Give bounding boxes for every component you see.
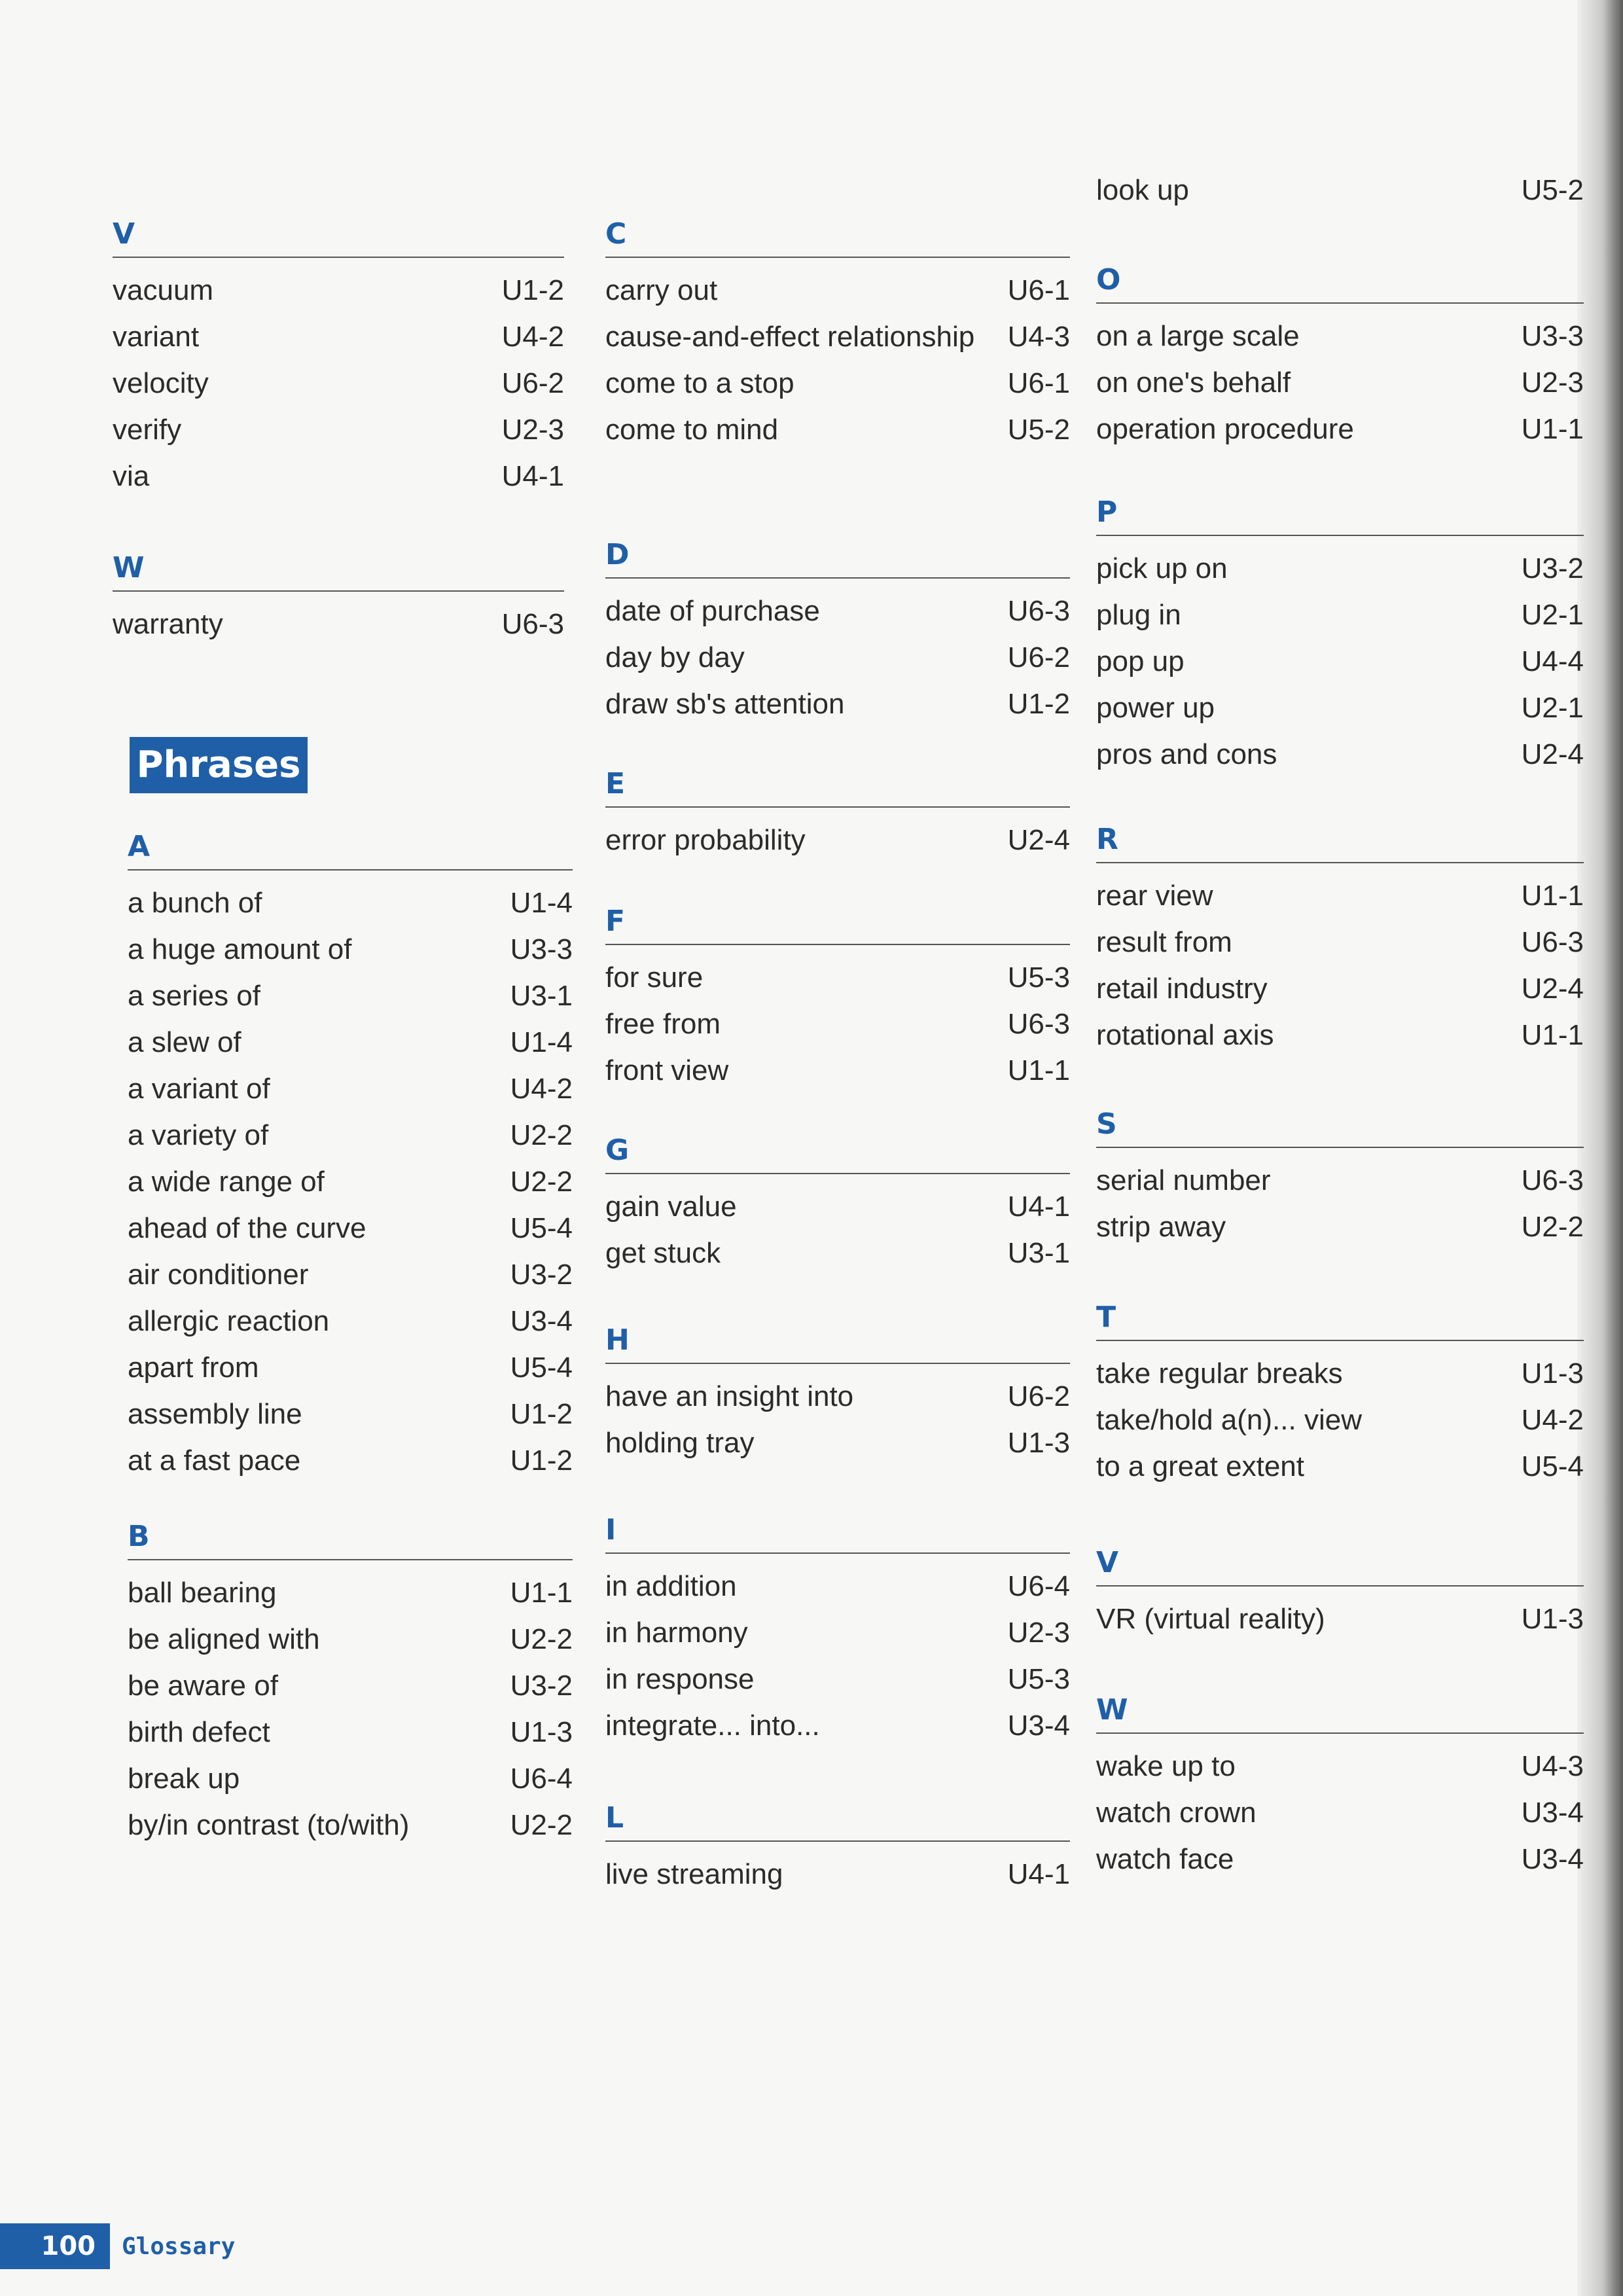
entry-term: for sure bbox=[605, 961, 704, 994]
entry-term: front view bbox=[605, 1054, 729, 1086]
entry-ref: U3-2 bbox=[510, 1670, 573, 1702]
list-item bbox=[605, 1702, 1070, 1749]
entry-term: watch crown bbox=[1096, 1797, 1257, 1829]
entry-ref: U2-2 bbox=[510, 1166, 573, 1198]
section-divider bbox=[605, 944, 1070, 945]
entry-term: look up bbox=[1096, 174, 1189, 206]
list-item bbox=[128, 880, 573, 926]
entry-term: free from bbox=[605, 1008, 721, 1040]
entry-term: be aware of bbox=[128, 1670, 278, 1702]
entry-ref: U4-4 bbox=[1521, 645, 1584, 677]
entry-term: come to a stop bbox=[605, 367, 794, 399]
section-divider bbox=[113, 257, 564, 258]
list-item bbox=[605, 1420, 1070, 1466]
list-item bbox=[605, 817, 1070, 863]
entry-term: assembly line bbox=[128, 1398, 302, 1430]
list-item bbox=[113, 314, 564, 360]
entry-term: power up bbox=[1096, 692, 1215, 724]
entry-term: via bbox=[113, 460, 150, 492]
section-c bbox=[605, 216, 1070, 453]
entry-term: at a fast pace bbox=[128, 1444, 301, 1477]
list-item bbox=[1096, 167, 1584, 213]
list-item bbox=[128, 1755, 573, 1802]
list-item bbox=[1096, 965, 1584, 1012]
section-letter: F bbox=[605, 905, 626, 938]
entry-ref: U1-2 bbox=[510, 1444, 573, 1477]
list-item bbox=[605, 1563, 1070, 1609]
list-item bbox=[605, 1183, 1070, 1230]
entry-ref: U3-3 bbox=[1521, 320, 1584, 352]
list-item bbox=[1096, 919, 1584, 965]
list-item bbox=[128, 1158, 573, 1205]
entry-term: a series of bbox=[128, 980, 260, 1012]
entry-term: be aligned with bbox=[128, 1623, 320, 1655]
entry-term: on one's behalf bbox=[1096, 367, 1291, 399]
entry-term: result from bbox=[1096, 926, 1232, 958]
entry-ref: U6-2 bbox=[1007, 641, 1070, 673]
section-letter: W bbox=[1096, 1693, 1128, 1727]
list-item bbox=[605, 1047, 1070, 1094]
page-number-box bbox=[0, 2223, 110, 2269]
entry-term: rotational axis bbox=[1096, 1019, 1274, 1051]
section-divider bbox=[605, 806, 1070, 808]
entry-ref: U2-3 bbox=[501, 414, 564, 446]
list-item bbox=[128, 1616, 573, 1662]
entry-ref: U6-3 bbox=[1521, 926, 1584, 958]
entry-term: carry out bbox=[605, 274, 718, 306]
entry-term: strip away bbox=[1096, 1211, 1226, 1243]
entry-term: a slew of bbox=[128, 1026, 241, 1058]
entry-ref: U3-4 bbox=[1007, 1710, 1070, 1742]
entry-ref: U1-2 bbox=[1007, 688, 1070, 720]
entry-ref: U3-4 bbox=[1521, 1843, 1584, 1875]
list-item bbox=[1096, 359, 1584, 406]
entry-term: have an insight into bbox=[605, 1380, 854, 1412]
section-divider bbox=[605, 1840, 1070, 1842]
section-w bbox=[1096, 1692, 1584, 1882]
list-item bbox=[128, 1437, 573, 1484]
list-item bbox=[1096, 1743, 1584, 1789]
section-divider bbox=[605, 1363, 1070, 1364]
list-item bbox=[113, 601, 564, 647]
entry-ref: U1-1 bbox=[510, 1577, 573, 1609]
section-letter: C bbox=[605, 217, 627, 251]
entry-term: take/hold a(n)... view bbox=[1096, 1404, 1362, 1436]
list-item bbox=[128, 1802, 573, 1848]
list-item bbox=[605, 588, 1070, 634]
entry-term: gain value bbox=[605, 1191, 737, 1223]
section-divider bbox=[605, 577, 1070, 579]
section-e bbox=[605, 766, 1070, 863]
section-letter: V bbox=[1096, 1546, 1119, 1579]
entry-ref: U4-2 bbox=[501, 321, 564, 353]
entry-ref: U6-1 bbox=[1007, 274, 1070, 306]
entry-ref: U3-2 bbox=[1521, 552, 1584, 584]
entry-term: to a great extent bbox=[1096, 1450, 1304, 1482]
section-letter: L bbox=[605, 1801, 624, 1835]
section-a bbox=[128, 829, 573, 1484]
list-item bbox=[113, 267, 564, 314]
entry-ref: U6-3 bbox=[501, 608, 564, 640]
section-divider bbox=[1096, 535, 1584, 536]
entry-ref: U5-2 bbox=[1521, 174, 1584, 206]
entry-term: a huge amount of bbox=[128, 933, 352, 965]
entry-ref: U3-2 bbox=[510, 1259, 573, 1291]
entry-term: rear view bbox=[1096, 880, 1213, 912]
entry-term: break up bbox=[128, 1763, 240, 1795]
list-item bbox=[128, 1298, 573, 1344]
entry-ref: U2-1 bbox=[1521, 599, 1584, 631]
list-item bbox=[113, 360, 564, 406]
section-letter: A bbox=[128, 830, 151, 863]
list-item bbox=[1096, 406, 1584, 452]
entry-ref: U2-2 bbox=[1521, 1211, 1584, 1243]
entry-term: serial number bbox=[1096, 1164, 1271, 1196]
entry-term: velocity bbox=[113, 367, 209, 399]
list-item bbox=[1096, 1596, 1584, 1642]
section-divider bbox=[1096, 1147, 1584, 1148]
list-item bbox=[1096, 638, 1584, 685]
entry-ref: U1-2 bbox=[510, 1398, 573, 1430]
look-up-entry bbox=[1096, 167, 1584, 213]
entry-ref: U1-3 bbox=[1521, 1357, 1584, 1390]
entry-ref: U4-2 bbox=[510, 1073, 573, 1105]
section-divider bbox=[1096, 1585, 1584, 1587]
entry-term: vacuum bbox=[113, 274, 214, 306]
list-item bbox=[1096, 1204, 1584, 1250]
list-item bbox=[1096, 1397, 1584, 1443]
section-r bbox=[1096, 821, 1584, 1058]
entry-term: pros and cons bbox=[1096, 738, 1277, 770]
section-s bbox=[1096, 1106, 1584, 1250]
entry-term: date of purchase bbox=[605, 595, 820, 627]
entry-ref: U5-4 bbox=[1521, 1450, 1584, 1482]
section-letter: D bbox=[605, 538, 630, 571]
entry-term: pop up bbox=[1096, 645, 1185, 677]
entry-ref: U3-4 bbox=[1521, 1797, 1584, 1829]
entry-term: watch face bbox=[1096, 1843, 1234, 1875]
entry-term: retail industry bbox=[1096, 973, 1268, 1005]
list-item bbox=[113, 406, 564, 453]
section-words-w bbox=[113, 550, 564, 647]
entry-ref: U4-1 bbox=[501, 460, 564, 492]
section-divider bbox=[1096, 1340, 1584, 1341]
entry-ref: U1-1 bbox=[1521, 1019, 1584, 1051]
entry-ref: U4-2 bbox=[1521, 1404, 1584, 1436]
list-item bbox=[1096, 1350, 1584, 1397]
section-letter: I bbox=[605, 1513, 616, 1547]
list-item bbox=[605, 634, 1070, 681]
list-item bbox=[605, 1609, 1070, 1656]
page-number: 100 bbox=[41, 2231, 96, 2261]
list-item bbox=[1096, 731, 1584, 778]
entry-term: in harmony bbox=[605, 1617, 748, 1649]
entry-ref: U6-2 bbox=[501, 367, 564, 399]
section-letter: O bbox=[1096, 263, 1121, 296]
list-item bbox=[128, 1570, 573, 1616]
entry-ref: U1-1 bbox=[1007, 1054, 1070, 1086]
section-letter: V bbox=[113, 217, 135, 251]
list-item bbox=[1096, 1157, 1584, 1204]
entry-term: take regular breaks bbox=[1096, 1357, 1343, 1390]
page-footer bbox=[0, 2223, 235, 2269]
section-words-v bbox=[113, 216, 564, 499]
entry-ref: U4-1 bbox=[1007, 1858, 1070, 1890]
entry-term: in addition bbox=[605, 1570, 737, 1602]
entry-ref: U2-3 bbox=[1521, 367, 1584, 399]
list-item bbox=[605, 1656, 1070, 1702]
entry-term: warranty bbox=[113, 608, 223, 640]
list-item bbox=[128, 1391, 573, 1437]
section-g bbox=[605, 1132, 1070, 1276]
footer-label: Glossary bbox=[122, 2233, 236, 2260]
section-f bbox=[605, 903, 1070, 1094]
entry-ref: U2-4 bbox=[1007, 824, 1070, 856]
section-divider bbox=[113, 590, 564, 592]
entry-term: draw sb's attention bbox=[605, 688, 845, 720]
section-letter: E bbox=[605, 767, 626, 800]
entry-ref: U5-2 bbox=[1007, 414, 1070, 446]
entry-ref: U3-1 bbox=[1007, 1237, 1070, 1269]
section-l bbox=[605, 1800, 1070, 1897]
section-divider bbox=[605, 257, 1070, 258]
section-divider bbox=[128, 1559, 573, 1560]
list-item bbox=[128, 1662, 573, 1709]
entry-term: holding tray bbox=[605, 1427, 755, 1459]
entry-term: birth defect bbox=[128, 1716, 270, 1748]
entry-term: get stuck bbox=[605, 1237, 721, 1269]
entry-ref: U3-3 bbox=[510, 933, 573, 965]
section-divider bbox=[605, 1552, 1070, 1554]
entry-term: error probability bbox=[605, 824, 806, 856]
entry-term: live streaming bbox=[605, 1858, 783, 1890]
entry-term: ball bearing bbox=[128, 1577, 277, 1609]
entry-term: VR (virtual reality) bbox=[1096, 1603, 1325, 1635]
entry-ref: U5-3 bbox=[1007, 1663, 1070, 1695]
entry-term: verify bbox=[113, 414, 182, 446]
entry-ref: U2-2 bbox=[510, 1809, 573, 1841]
list-item bbox=[605, 360, 1070, 406]
section-v bbox=[1096, 1545, 1584, 1642]
entry-ref: U5-4 bbox=[510, 1352, 573, 1384]
list-item bbox=[605, 267, 1070, 314]
entry-ref: U6-3 bbox=[1521, 1164, 1584, 1196]
entry-ref: U2-4 bbox=[1521, 738, 1584, 770]
section-h bbox=[605, 1322, 1070, 1466]
section-letter: P bbox=[1096, 495, 1118, 529]
section-divider bbox=[1096, 302, 1584, 304]
list-item bbox=[1096, 685, 1584, 731]
entry-ref: U4-3 bbox=[1521, 1750, 1584, 1782]
section-d bbox=[605, 537, 1070, 727]
section-t bbox=[1096, 1299, 1584, 1490]
entry-term: a bunch of bbox=[128, 887, 262, 919]
list-item bbox=[605, 1230, 1070, 1276]
list-item bbox=[128, 1344, 573, 1391]
entry-term: apart from bbox=[128, 1352, 259, 1384]
entry-term: a variant of bbox=[128, 1073, 270, 1105]
section-letter: R bbox=[1096, 823, 1118, 856]
list-item bbox=[128, 1251, 573, 1298]
list-item bbox=[1096, 1012, 1584, 1058]
entry-term: by/in contrast (to/with) bbox=[128, 1809, 410, 1841]
section-divider bbox=[1096, 862, 1584, 863]
entry-ref: U1-1 bbox=[1521, 880, 1584, 912]
list-item bbox=[1096, 592, 1584, 638]
entry-ref: U1-3 bbox=[1521, 1603, 1584, 1635]
list-item bbox=[128, 1205, 573, 1251]
entry-term: ahead of the curve bbox=[128, 1212, 366, 1244]
entry-term: a variety of bbox=[128, 1119, 269, 1151]
list-item bbox=[605, 1373, 1070, 1420]
entry-ref: U6-1 bbox=[1007, 367, 1070, 399]
entry-term: allergic reaction bbox=[128, 1305, 330, 1337]
entry-ref: U5-3 bbox=[1007, 961, 1070, 994]
entry-ref: U1-4 bbox=[510, 887, 573, 919]
section-b bbox=[128, 1518, 573, 1848]
entry-ref: U5-4 bbox=[510, 1212, 573, 1244]
entry-term: air conditioner bbox=[128, 1259, 309, 1291]
list-item bbox=[1096, 1836, 1584, 1882]
entry-term: come to mind bbox=[605, 414, 779, 446]
list-item bbox=[128, 1112, 573, 1158]
entry-ref: U3-1 bbox=[510, 980, 573, 1012]
page-binding-edge bbox=[1577, 0, 1623, 2296]
entry-term: integrate... into... bbox=[605, 1710, 820, 1742]
section-divider bbox=[128, 869, 573, 870]
entry-term: on a large scale bbox=[1096, 320, 1300, 352]
entry-ref: U6-4 bbox=[1007, 1570, 1070, 1602]
entry-ref: U6-3 bbox=[1007, 595, 1070, 627]
entry-term: a wide range of bbox=[128, 1166, 325, 1198]
section-letter: W bbox=[113, 551, 145, 584]
entry-term: plug in bbox=[1096, 599, 1181, 631]
entry-ref: U2-1 bbox=[1521, 692, 1584, 724]
entry-term: variant bbox=[113, 321, 200, 353]
entry-ref: U6-2 bbox=[1007, 1380, 1070, 1412]
entry-term: wake up to bbox=[1096, 1750, 1236, 1782]
section-letter: H bbox=[605, 1323, 630, 1357]
list-item bbox=[1096, 545, 1584, 592]
section-i bbox=[605, 1512, 1070, 1749]
list-item bbox=[128, 1019, 573, 1066]
list-item bbox=[128, 1709, 573, 1755]
list-item bbox=[128, 1066, 573, 1112]
list-item bbox=[1096, 872, 1584, 919]
entry-ref: U6-4 bbox=[510, 1763, 573, 1795]
entry-ref: U2-2 bbox=[510, 1623, 573, 1655]
entry-ref: U1-1 bbox=[1521, 413, 1584, 445]
list-item bbox=[128, 973, 573, 1019]
entry-ref: U4-3 bbox=[1007, 321, 1070, 353]
entry-ref: U2-2 bbox=[510, 1119, 573, 1151]
section-letter: G bbox=[605, 1134, 630, 1167]
list-item bbox=[605, 954, 1070, 1001]
section-o bbox=[1096, 262, 1584, 452]
phrases-title: Phrases bbox=[130, 737, 308, 793]
list-item bbox=[605, 1001, 1070, 1047]
list-item bbox=[1096, 1789, 1584, 1836]
entry-term: day by day bbox=[605, 641, 745, 673]
list-item bbox=[1096, 313, 1584, 359]
entry-ref: U1-3 bbox=[1007, 1427, 1070, 1459]
section-letter: T bbox=[1096, 1300, 1116, 1334]
entry-ref: U2-4 bbox=[1521, 973, 1584, 1005]
entry-ref: U1-3 bbox=[510, 1716, 573, 1748]
entry-ref: U2-3 bbox=[1007, 1617, 1070, 1649]
entry-ref: U6-3 bbox=[1007, 1008, 1070, 1040]
section-divider bbox=[605, 1173, 1070, 1174]
entry-term: operation procedure bbox=[1096, 413, 1354, 445]
list-item bbox=[605, 1851, 1070, 1897]
entry-term: cause-and-effect relationship bbox=[605, 321, 975, 353]
entry-term: pick up on bbox=[1096, 552, 1228, 584]
list-item bbox=[128, 926, 573, 973]
entry-ref: U3-4 bbox=[510, 1305, 573, 1337]
list-item bbox=[605, 314, 1070, 360]
section-p bbox=[1096, 494, 1584, 778]
entry-term: in response bbox=[605, 1663, 755, 1695]
list-item bbox=[605, 681, 1070, 727]
list-item bbox=[605, 406, 1070, 453]
section-divider bbox=[1096, 1732, 1584, 1734]
entry-ref: U4-1 bbox=[1007, 1191, 1070, 1223]
entry-ref: U1-4 bbox=[510, 1026, 573, 1058]
list-item bbox=[1096, 1443, 1584, 1490]
section-letter: S bbox=[1096, 1107, 1117, 1141]
list-item bbox=[113, 453, 564, 499]
entry-ref: U1-2 bbox=[501, 274, 564, 306]
section-letter: B bbox=[128, 1520, 150, 1553]
